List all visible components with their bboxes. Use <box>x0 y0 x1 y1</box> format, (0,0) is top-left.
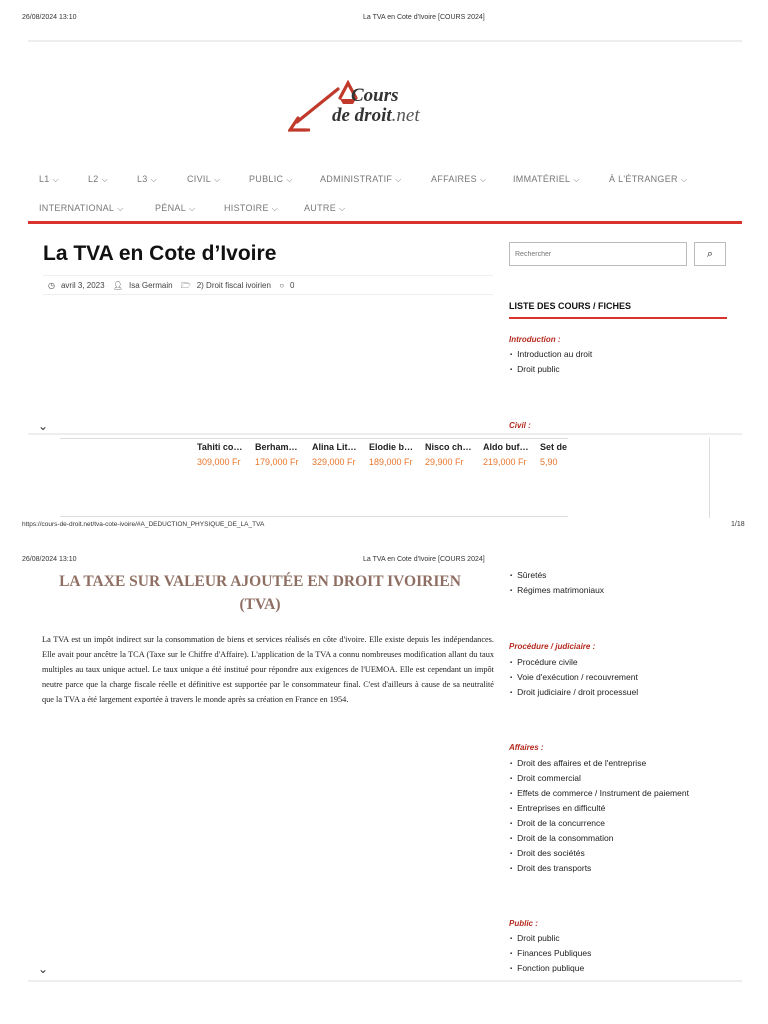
chevron-down-icon: ⌵ <box>150 175 157 184</box>
article-title: La TVA en Cote d’Ivoire <box>43 242 277 265</box>
article-date: avril 3, 2023 <box>60 281 105 290</box>
comment-icon: ○ <box>279 281 285 290</box>
product-card[interactable] <box>197 442 252 467</box>
sidebar-category-affaires: Affaires : <box>509 743 544 752</box>
print-url: https://cours-de-droit.net/tva-cote-ivoire/#A_DEDUCTION_PHYSIQUE_DE_LA_TVA <box>22 521 265 528</box>
product-name: Alina Lit… <box>312 442 357 452</box>
nav-label: INTERNATIONAL <box>39 203 115 213</box>
article-category[interactable]: 2) Droit fiscal ivoirien <box>196 281 271 290</box>
divider <box>28 433 742 435</box>
sidebar-category-introduction: Introduction : <box>509 335 561 344</box>
nav-label: L2 <box>88 174 99 184</box>
article-paragraph: La TVA est un impôt indirect sur la consommation de biens et services réalisés en côte d'ivoire. Elle existe depuis les indépendances. Elle avait pour ancêtre la TCA (Taxe sur le Chiffre d'Affaire). L'application de la TVA a connu nombreuses modification allant du taux multiples au taux unique actuel. Le taux unique a été institué pour répondre aux exigences de l'UEMOA. Elle est cependant un impôt neutre parce que la charge fiscale réelle et définitive est supportée par le consommateur final. C'est d'ailleurs à cause de sa neutralité que la TVA a été largement exportée à travers le monde après sa création en France en 1954. <box>42 635 494 705</box>
nav-item-immateriel[interactable] <box>513 174 580 185</box>
product-name: Set de <box>540 442 567 452</box>
nav-label: PUBLIC <box>249 174 284 184</box>
sidebar-link[interactable]: ▪ Droit de la consommation <box>510 833 614 843</box>
product-card[interactable] <box>255 442 310 467</box>
nav-label: IMMATÉRIEL <box>513 174 571 184</box>
sidebar-link[interactable]: ▪ Introduction au droit <box>510 349 592 359</box>
sidebar-link[interactable]: ▪ Fonction publique <box>510 963 584 973</box>
nav-item-public[interactable] <box>249 174 293 185</box>
logo-text-line1: Cours <box>351 85 399 106</box>
nav-label: À L'ÉTRANGER <box>609 174 678 184</box>
chevron-down-icon: ⌵ <box>680 175 688 184</box>
sidebar-link[interactable]: ▪ Droit judiciaire / droit processuel <box>510 687 638 697</box>
search-input[interactable] <box>509 242 687 266</box>
article-meta <box>48 280 300 294</box>
print-title: La TVA en Cote d'Ivoire [COURS 2024] <box>363 14 485 21</box>
sidebar-heading-underline <box>509 317 727 319</box>
divider <box>60 516 568 517</box>
sidebar-link[interactable]: ▪ Sûretés <box>510 570 546 580</box>
product-card[interactable] <box>483 442 538 467</box>
nav-label: L3 <box>137 174 148 184</box>
nav-item-etranger[interactable] <box>609 174 687 185</box>
sidebar-link[interactable]: ▪ Régimes matrimoniaux <box>510 585 604 595</box>
user-icon: 👤︎ <box>112 281 123 290</box>
logo-text-line2 <box>332 105 420 127</box>
product-name: Aldo buf… <box>483 442 529 452</box>
chevron-down-icon: ⌵ <box>395 175 402 184</box>
nav-label: ADMINISTRATIF <box>320 174 393 184</box>
product-price: 29,900 Fr <box>425 457 464 467</box>
product-price: 189,000 Fr <box>369 457 413 467</box>
nav-item-autre[interactable] <box>304 203 345 214</box>
sidebar-link[interactable]: ▪ Finances Publiques <box>510 948 591 958</box>
chevron-down-icon[interactable]: ⌄ <box>38 962 49 976</box>
nav-item-l3[interactable] <box>137 174 157 185</box>
chevron-down-icon: ⌵ <box>189 204 196 213</box>
nav-item-l1[interactable] <box>39 174 59 185</box>
divider <box>43 294 493 295</box>
nav-label: AFFAIRES <box>431 174 477 184</box>
sidebar-link[interactable]: ▪ Effets de commerce / Instrument de paiement <box>510 788 689 798</box>
logo-text-main: de droit <box>332 105 392 126</box>
product-price: 329,000 Fr <box>312 457 356 467</box>
sidebar-category-procedure: Procédure / judiciaire : <box>509 642 596 651</box>
product-card[interactable] <box>425 442 480 467</box>
product-name: Berham… <box>255 442 298 452</box>
print-date: 26/08/2024 13:10 <box>22 14 77 21</box>
site-logo[interactable] <box>288 80 433 136</box>
sidebar-link[interactable]: ▪ Procédure civile <box>510 657 578 667</box>
divider <box>60 438 568 439</box>
divider <box>709 438 710 518</box>
nav-label: CIVIL <box>187 174 212 184</box>
nav-item-penal[interactable] <box>155 203 195 214</box>
nav-divider <box>28 221 742 224</box>
product-price: 179,000 Fr <box>255 457 299 467</box>
chevron-down-icon: ⌵ <box>52 175 59 184</box>
product-card[interactable] <box>369 442 424 467</box>
print-page-number: 1/18 <box>731 521 745 528</box>
sidebar-link[interactable]: ▪ Droit public <box>510 933 560 943</box>
chevron-down-icon: ⌵ <box>271 204 279 213</box>
sidebar-link[interactable]: ▪ Droit public <box>510 364 560 374</box>
print-date: 26/08/2024 13:10 <box>22 556 77 563</box>
sidebar-heading: LISTE DES COURS / FICHES <box>509 301 632 311</box>
product-card[interactable] <box>540 442 567 467</box>
sidebar-link[interactable]: ▪ Voie d'exécution / recouvrement <box>510 672 638 682</box>
chevron-down-icon: ⌵ <box>286 175 293 184</box>
sidebar-link[interactable]: ▪ Droit des sociétés <box>510 848 585 858</box>
product-name: Elodie b… <box>369 442 414 452</box>
chevron-down-icon: ⌵ <box>573 175 580 184</box>
sidebar-link[interactable]: ▪ Entreprises en difficulté <box>510 803 605 813</box>
sidebar-link[interactable]: ▪ Droit de la concurrence <box>510 818 605 828</box>
product-price: 219,000 Fr <box>483 457 527 467</box>
divider <box>43 275 493 276</box>
product-price: 5,90 <box>540 457 558 467</box>
sidebar-link[interactable]: ▪ Droit des affaires et de l'entreprise <box>510 758 646 768</box>
nav-item-histoire[interactable] <box>224 203 278 214</box>
product-card[interactable] <box>312 442 367 467</box>
print-title: La TVA en Cote d'Ivoire [COURS 2024] <box>363 556 485 563</box>
article-heading: LA TAXE SUR VALEUR AJOUTÉE EN DROIT IVOIRIEN (TVA) <box>59 573 461 613</box>
nav-label: PÉNAL <box>155 203 187 213</box>
sidebar-link[interactable]: ▪ Droit commercial <box>510 773 581 783</box>
divider <box>28 980 742 982</box>
product-name: Nisco ch… <box>425 442 472 452</box>
nav-label: HISTOIRE <box>224 203 269 213</box>
sidebar-link[interactable]: ▪ Droit des transports <box>510 863 591 873</box>
chevron-down-icon: ⌵ <box>339 204 346 213</box>
chevron-down-icon: ⌵ <box>101 175 108 184</box>
folder-icon: 🗁 <box>180 281 191 290</box>
product-price: 309,000 Fr <box>197 457 241 467</box>
chevron-down-icon: ⌵ <box>214 175 221 184</box>
logo-text-ext: .net <box>391 105 420 126</box>
chevron-down-icon[interactable]: ⌄ <box>38 419 49 433</box>
nav-label: L1 <box>39 174 50 184</box>
nav-label: AUTRE <box>304 203 337 213</box>
nav-item-affaires[interactable] <box>431 174 486 185</box>
chevron-down-icon: ⌵ <box>479 175 487 184</box>
product-name: Tahiti co… <box>197 442 243 452</box>
nav-item-l2[interactable] <box>88 174 108 185</box>
clock-icon: ◷ <box>48 281 55 290</box>
chevron-down-icon: ⌵ <box>117 204 124 213</box>
search-icon: ⌕ <box>706 248 714 260</box>
sidebar-category-public: Public : <box>509 919 538 928</box>
divider <box>28 40 742 42</box>
sidebar-category-civil: Civil : <box>509 421 531 430</box>
article-author[interactable]: Isa Germain <box>128 281 173 290</box>
nav-item-international[interactable] <box>39 203 124 214</box>
nav-item-administratif[interactable] <box>320 174 402 185</box>
article-comments[interactable]: 0 <box>290 281 295 290</box>
search-button[interactable] <box>694 242 726 266</box>
nav-item-civil[interactable] <box>187 174 220 185</box>
